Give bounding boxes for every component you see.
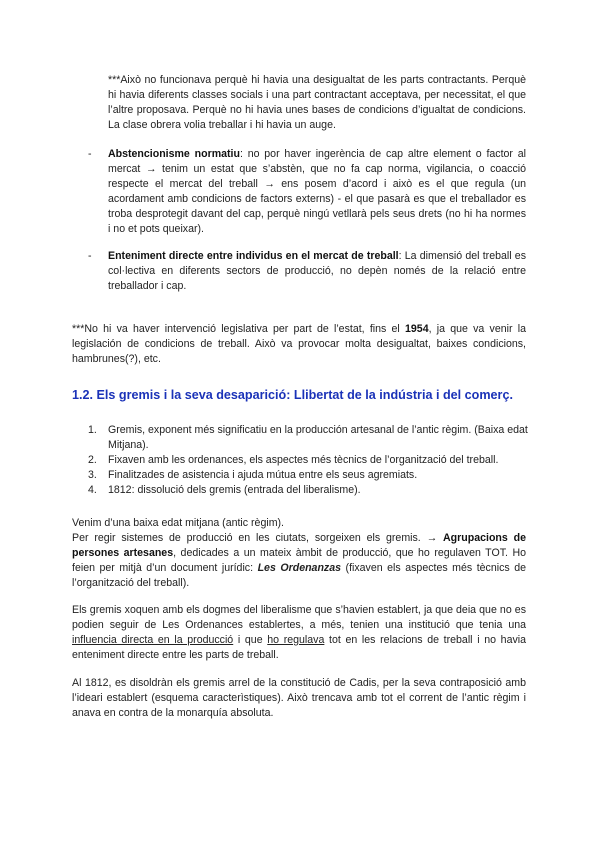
bullet-dash: -: [88, 148, 92, 160]
note-after: , ja que va venir la legislación de condicions de treball. Això va provocar molta desigualtat, baixes condicions, hambrunes(?), etc.: [72, 323, 526, 365]
paragraph-liberalisme-text: [72, 603, 526, 663]
legislative-note: [72, 322, 526, 367]
bullet-abstencionisme: [88, 147, 526, 237]
list-item-text: Gremis, exponent més significatiu en la producción artesanal de l’antic règim. (Baixa edat Mitjana).: [108, 424, 528, 451]
gremis-middle: , dedicades a un mateix àmbit de producció, que ho regulaven TOT. Ho feien per mitjà d’un document jurídic:: [72, 547, 526, 574]
liberalisme-underline-2: ho regulava: [267, 634, 325, 646]
list-item-text: 1812: dissolució dels gremis (entrada del liberalisme).: [108, 484, 361, 496]
bullet-term: Abstencionisme normatiu: [108, 148, 240, 160]
bullet-abstencionisme-text: [88, 147, 526, 237]
paragraph-gremis: [72, 516, 526, 591]
bullet-body: : no por haver ingerència de cap altre element o factor al mercat → tenim un estat que s’abstèn, que no fa cap norma, vigilancia, o coacció respecte el mercat del treball → ens posem d’acord i això es el que regula (un acordament amb condicions de factors externs) - el que pasarà es que el treballador es troba desprotegit davant del cap, perquè ningú vetllarà pels seus drets (no hi ha normes i no et pots queixar).: [108, 148, 526, 235]
liberalisme-middle: i que: [233, 634, 268, 646]
numbered-list: [88, 423, 528, 498]
intro-note-text: ***Això no funcionava perquè hi havia una desigualtat de les parts contractants. Perquè hi havia diferents classes socials i una part contractant acceptava, per necessitat, el que l’altre proposava. Perquè no hi havia unes bases de condicions d’igualtat de condicions. La clase obrera volia treballar i hi havia un auge.: [108, 74, 526, 131]
list-item: [88, 423, 528, 453]
gremis-before: Per regir sistemes de producció en les ciutats, sorgeixen els gremis. →: [72, 532, 444, 544]
list-number: 2.: [88, 454, 97, 466]
list-item: [88, 453, 528, 468]
list-number: 3.: [88, 469, 97, 481]
section-heading: 1.2. Els gremis i la seva desaparició: Llibertat de la indústria i del comerç.: [72, 388, 513, 402]
paragraph-gremis-body: [72, 531, 526, 591]
note-before: ***No hi va haver intervenció legislativa per part de l’estat, fins el: [72, 323, 406, 335]
list-item: [88, 468, 528, 483]
list-item-text: Fixaven amb les ordenances, els aspectes més tècnics de l’organització del treball.: [108, 454, 499, 466]
legislative-note-text: [72, 322, 526, 367]
paragraph-liberalisme: [72, 603, 526, 663]
bullet-dash: -: [88, 250, 92, 262]
intro-note: [108, 73, 526, 133]
gremis-bold-term: Agrupacions de persones artesanes: [72, 532, 526, 559]
liberalisme-underline-1: influencia directa en la producció: [72, 634, 234, 646]
bullet-body: : La dimensió del treball es col·lectiva en diferents sectors de producció, no depèn només de la relació entre treballador i cap.: [108, 250, 526, 292]
paragraph-gremis-line1: Venim d’una baixa edat mitjana (antic règim).: [72, 517, 284, 529]
list-number: 4.: [88, 484, 97, 496]
bullet-term: Enteniment directe entre individus en el mercat de treball: [108, 250, 399, 262]
gremis-after: (fixaven els aspectes més tècnics de l’organització del treball).: [72, 562, 526, 589]
list-number: 1.: [88, 424, 97, 436]
liberalisme-after: tot en les relacions de treball i no havia enteniment directe entre les parts de treball.: [72, 634, 526, 661]
paragraph-1812-text: Al 1812, es disoldràn els gremis arrel de la constitució de Cadis, per la seva contraposició amb l’ideari establert (esquema caracterìstiques). Això trencava amb tot el corrent de l’antic règim i anava en contra de la monarquía absoluta.: [72, 677, 526, 719]
bullet-enteniment: [88, 249, 526, 294]
gremis-italic-term: Les Ordenanzas: [257, 562, 342, 574]
bullet-enteniment-text: [88, 249, 526, 294]
liberalisme-before: Els gremis xoquen amb els dogmes del liberalisme que s’havien establert, ja que deia que no es podien seguir de Les Ordenances establertes, a més, tenien una institució que tenia una: [72, 604, 526, 631]
note-year: 1954: [405, 323, 429, 335]
paragraph-1812: [72, 676, 526, 721]
list-item: [88, 483, 528, 498]
list-item-text: Finalitzades de asistencia i ajuda mútua entre els seus agremiats.: [108, 469, 418, 481]
